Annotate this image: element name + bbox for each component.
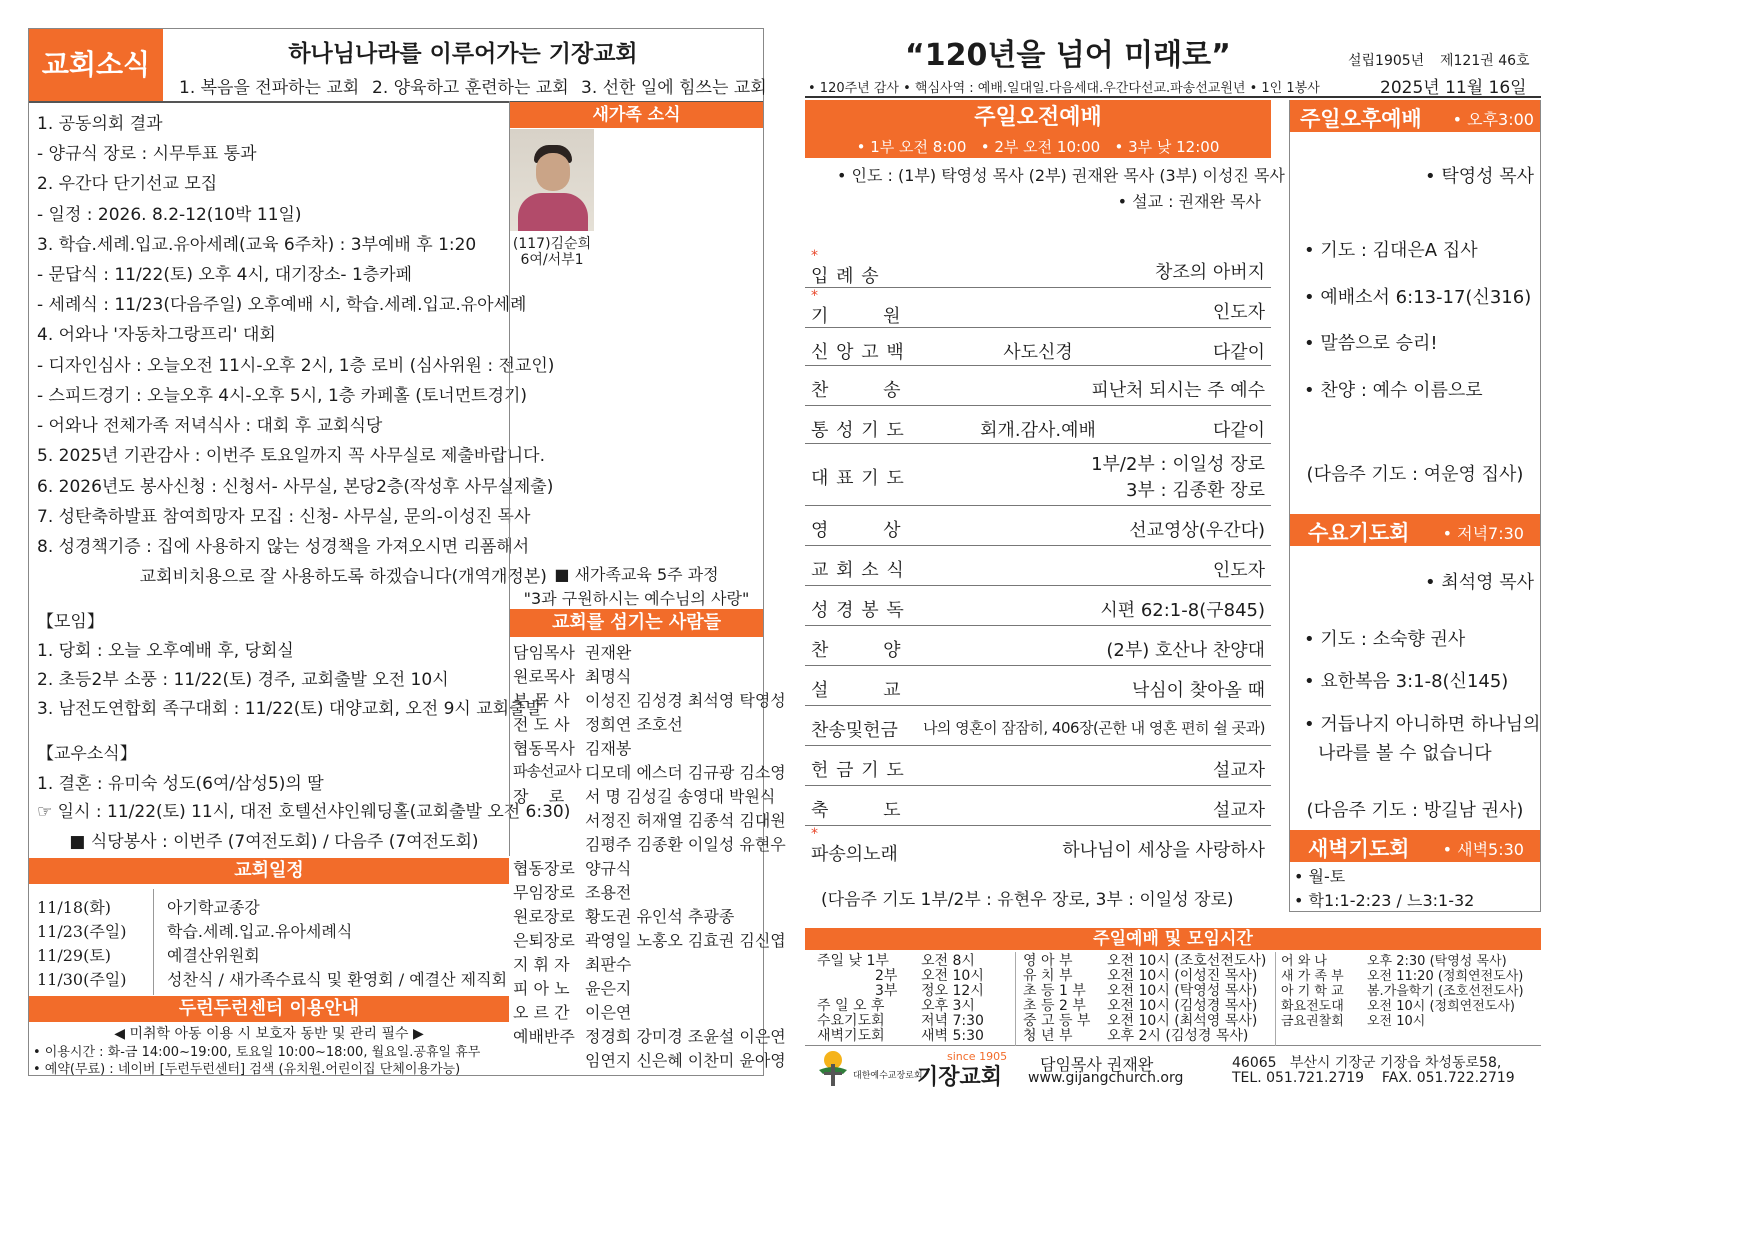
news-line: 4. 어와나 '자동차그랑프리' 대회 [37,325,276,345]
center-title: 두런두런센터 이용안내 [29,996,509,1022]
list-item: 협동목사 김재봉 [513,739,632,758]
wed-scripture: • 요한복음 3:1-8(신145) [1304,671,1509,692]
times-divider-2 [1275,952,1276,1046]
wed-sermon-2: 나라를 볼 수 없습니다 [1318,743,1492,764]
edu-quote: "3과 구원하시는 예수님의 사랑" [523,589,750,608]
news-line: - 일정 : 2026. 8.2-12(10박 11일) [37,205,302,225]
order-row: 찬송및헌금 나의 영혼이 잠잠히, 406장(곤한 내 영혼 편히 쉴 곳과) [805,706,1271,746]
list-item: 협동장로 양규식 [513,859,632,878]
family-caption-2: 6여/서부1 [520,252,584,268]
pm-scripture: • 예배소서 6:13-17(신316) [1304,287,1532,308]
list-item: 담임목사 권재완 [513,643,632,662]
news-line: 8. 성경책기증 : 집에 사용하지 않는 성경책을 가져오시면 리폼해서 [37,537,530,557]
list-item: 무임장로 조용전 [513,883,632,902]
pm-prayer: • 기도 : 김대은A 집사 [1304,240,1478,261]
pm-leader: • 탁영성 목사 [1424,166,1534,187]
list-item: 오 르 간 이은연 [513,1003,632,1022]
family-title: 새가족 소식 [510,102,763,128]
dawn-scripture: • 학1:1-2:23 / 느3:1-32 [1294,891,1475,910]
news-line: 5. 2025년 기관감사 : 이번주 토요일까지 꼭 사무실로 제출바랍니다. [37,446,545,466]
times-col-2: 영 아 부 오전 10시 (조호선전도사) 유 치 부 오전 10시 (이성진 목사) 초 등 1 부 오전 10시 (탁영성 목사) 초 등 2 부 오전 10시 (김성경 목사) 중 고 등 부 오전 10시 (최석영 목사) 청 년 부 오후 2시 (김성경 목사) [1023,953,1267,1044]
pm-title: 주일오후예배 [1300,107,1422,131]
order-row: 설 교 낙심이 찾아올 때 [805,666,1271,706]
wed-prayer: • 기도 : 소숙향 권사 [1304,629,1466,650]
news-line: - 어와나 전체가족 저녁식사 : 대회 후 교회식당 [37,416,383,436]
required-mark: * [811,826,818,842]
news-line: 2. 우간다 단기선교 모집 [37,174,218,194]
center-hours: • 이용시간 : 화-금 14:00~19:00, 토요일 10:00~18:00, 월요일.공휴일 휴무 [33,1045,481,1060]
schedule-divider [153,889,154,995]
list-item: 파송선교사 디모데 에스더 김규광 김소영 [513,762,786,782]
news-line: 2. 초등2부 소풍 : 11/22(토) 경주, 교회출발 오전 10시 [37,670,449,690]
required-mark: * [811,248,818,264]
top-rule [805,96,1541,98]
table-row: 11/30(주일) 성찬식 / 새가족수료식 및 환영회 / 예결산 제직회 [37,970,508,989]
schedule-list [37,895,507,991]
order-row: 성 경 봉 독 시편 62:1-8(구845) [805,586,1271,626]
times-title: 주일예배 및 모임시간 [805,928,1541,950]
list-item: 은퇴장로 곽영일 노홍오 김효권 김신엽 [513,931,786,950]
news-line: 7. 성탄축하발표 참여희망자 모집 : 신청- 사무실, 문의-이성진 목사 [37,507,531,527]
times-col-3: 어 와 나 오후 2:30 (탁영성 목사) 새 가 족 부 오전 11:20 (정희연전도사) 아 기 학 교 봄.가을학기 (조호선전도사) 화요전도대 오전 10시 (정희연전도사) 금요권찰회 오전 10시 [1281,954,1524,1029]
volume: 제121권 46호 [1440,53,1530,69]
dawn-time: • 새벽5:30 [1442,840,1524,859]
order-row: 교 회 소 식 인도자 [805,546,1271,586]
motto-1: 1. 복음을 전파하는 교회 [179,78,360,98]
next-prayer: (다음주 기도 1부/2부 : 유현우 장로, 3부 : 이일성 장로) [821,890,1234,910]
news-line: - 문답식 : 11/22(토) 오후 4시, 대기장소- 1층카페 [37,265,413,285]
news-line: - 세례식 : 11/23(다음주일) 오후예배 시, 학습.세례.입교.유아세례 [37,295,527,315]
core-line: • 120주년 감사 • 핵심사역 : 예배.일대일.다음세대.우간다선교.파송선교원년 • 1인 1봉사 [808,81,1320,96]
motto-2: 2. 양육하고 훈련하는 교회 [372,78,569,98]
order-row: * 입 례 송 창조의 아버지 [805,248,1271,288]
news-line: ☞ 일시 : 11/22(토) 11시, 대전 호텔선샤인웨딩홀(교회출발 오전 6:30) [37,802,571,822]
news-line: 1. 결혼 : 유미숙 성도(6여/삼성5)의 딸 [37,774,324,794]
center-booking: • 예약(무료) : 네이버 [두런두런센터] 검색 (유치원.어린이집 단체이용가능) [33,1062,461,1077]
schedule-title: 교회일정 [29,858,509,884]
list-item: 김평주 김종환 이일성 유현우 [585,835,786,854]
news-line: - 스피드경기 : 오늘오후 4시-오후 5시, 1층 카페홀 (토너먼트경기) [37,386,528,406]
pastor-name: 담임목사 권재완 [1040,1055,1154,1074]
pm-next-prayer: (다음주 기도 : 여운영 집사) [1306,464,1524,485]
dawn-days: • 월-토 [1294,867,1346,886]
church-motto: 하나님나라를 이루어가는 기장교회 [288,41,638,67]
am-preacher: • 설교 : 권재완 목사 [1117,192,1261,211]
founded: 설립1905년 [1348,53,1425,69]
news-line: 6. 2026년도 봉사신청 : 신청서- 사무실, 본당2층(작성후 사무실제출) [37,477,554,497]
news-line: - 양규식 장로 : 시무투표 통과 [37,144,257,164]
news-line: 【모임】 [37,612,104,632]
required-mark: * [811,288,818,304]
issue-date: 2025년 11월 16일 [1380,78,1527,98]
left-page [28,28,786,1077]
motto-3: 3. 선한 일에 힘쓰는 교회 [581,78,767,98]
pm-sermon: • 말씀으로 승리! [1304,333,1438,354]
news-line: 3. 학습.세례.입교.유아세례(교육 6주차) : 3부예배 후 1:20 [37,235,477,255]
order-row: 찬 양 (2부) 호산나 찬양대 [805,626,1271,666]
edu-title: ■ 새가족교육 5주 과정 [554,565,719,584]
list-item: 장 로 서 명 김성길 송영대 박원식 [513,787,776,806]
website: www.gijangchurch.org [1028,1070,1184,1086]
pm-time: • 오후3:00 [1452,110,1534,129]
news-line: 【교우소식】 [37,744,137,764]
wed-next-prayer: (다음주 기도 : 방길남 권사) [1306,800,1524,821]
side-column [1289,100,1541,912]
news-line: 교회비치용으로 잘 사용하도록 하겠습니다(개역개정본) [37,567,547,587]
am-title: 주일오전예배 [805,100,1271,136]
times-divider-1 [1015,952,1016,1046]
table-row: 11/23(주일) 학습.세례.입교.유아세례식 [37,922,353,941]
list-item: 서정진 허재열 김종석 김대원 [585,811,786,830]
order-row: * 기 원 인도자 [805,288,1271,328]
order-row: * 파송의노래 하나님이 세상을 사랑하사 [811,826,1265,865]
news-line: 3. 남전도연합회 족구대회 : 11/22(토) 대양교회, 오전 9시 교회출발 [37,699,542,719]
list-item: 원로장로 황도권 유인석 추광종 [513,907,735,926]
family-caption-1: (117)김순희 [512,236,592,252]
dawn-title: 새벽기도회 [1308,837,1410,861]
list-item: 임연지 신은혜 이찬미 윤아영 [585,1051,786,1070]
phone: TEL. 051.721.2719 FAX. 051.722.2719 [1232,1070,1515,1086]
cross-dove-icon [815,1048,851,1086]
list-item: 지 휘 자 최판수 [513,955,632,974]
order-row: 헌 금 기 도 설교자 [805,746,1271,786]
order-of-worship [805,248,1271,878]
am-leaders: • 인도 : (1부) 탁영성 목사 (2부) 권재완 목사 (3부) 이성진 목사 [837,166,1285,185]
wed-title: 수요기도회 [1308,521,1410,545]
order-row: 통 성 기 도 회개.감사.예배 다같이 [805,406,1271,444]
pm-header [1290,100,1540,132]
news-line: 1. 당회 : 오늘 오후예배 후, 당회실 [37,641,294,661]
church-logo [815,1048,1015,1088]
order-row: 찬 송 피난처 되시는 주 예수 [805,366,1271,406]
list-item: 전 도 사 정희연 조호선 [513,715,683,734]
news-line: ■ 식당봉사 : 이번주 (7여전도회) / 다음주 (7여전도회) [37,832,479,852]
order-row: 축 도 설교자 [805,786,1271,826]
news-line: - 디자인심사 : 오늘오전 11시-오후 2시, 1층 로비 (심사위원 : 전교인) [37,356,555,376]
center-note: ◀ 미취학 아동 이용 시 보호자 동반 및 관리 필수 ▶ [114,1026,424,1042]
dawn-header [1290,830,1540,862]
wed-header [1290,514,1540,546]
wed-sermon-1: • 거듭나지 아니하면 하나님의 [1304,714,1541,735]
logo-small-text: 대한예수교장로회 [853,1071,923,1081]
order-row: 신 앙 고 백 사도신경 다같이 [805,328,1271,366]
am-times: • 1부 오전 8:00 • 2부 오전 10:00 • 3부 낮 12:00 [805,136,1271,158]
list-item: 부 목 사 이성진 김성경 최석영 탁영성 [513,691,786,710]
table-row: 11/29(토) 예결산위원회 [37,946,260,965]
wed-leader: • 최석영 목사 [1424,572,1534,593]
headline: “120년을 넘어 미래로” [905,38,1231,73]
order-row: 대 표 기 도 1부/2부 : 이일성 장로 3부 : 김종환 장로 [805,444,1271,506]
list-item: 예배반주 정경희 강미경 조윤설 이은연 [513,1027,786,1046]
logo-since: since 1905 [947,1050,1008,1063]
order-row: 영 상 선교영상(우간다) [805,506,1271,546]
news-title: 교회소식 [29,29,163,101]
wed-time: • 저녁7:30 [1442,524,1524,543]
address: 46065 부산시 기장군 기장읍 차성동로58, [1232,1055,1502,1071]
logo-name: 기장교회 [917,1065,1003,1090]
servants-title: 교회를 섬기는 사람들 [510,609,763,637]
pm-praise: • 찬양 : 예수 이름으로 [1304,380,1483,401]
family-photo [510,129,594,231]
table-row: 11/18(화) 아기학교종강 [37,898,260,917]
list-item: 피 아 노 윤은지 [513,979,632,998]
am-worship [805,100,1285,920]
servants-list [513,640,786,1078]
times-col-1: 주일 낮 1부 오전 8시 2부 오전 10시 3부 정오 12시 주 일 오 후 오후 3시 수요기도회 저녁 7:30 새벽기도회 새벽 5:30 [817,953,984,1044]
news-line: 1. 공동의회 결과 [37,114,163,134]
times-table [805,928,1541,1046]
list-item: 원로목사 최명식 [513,667,632,686]
